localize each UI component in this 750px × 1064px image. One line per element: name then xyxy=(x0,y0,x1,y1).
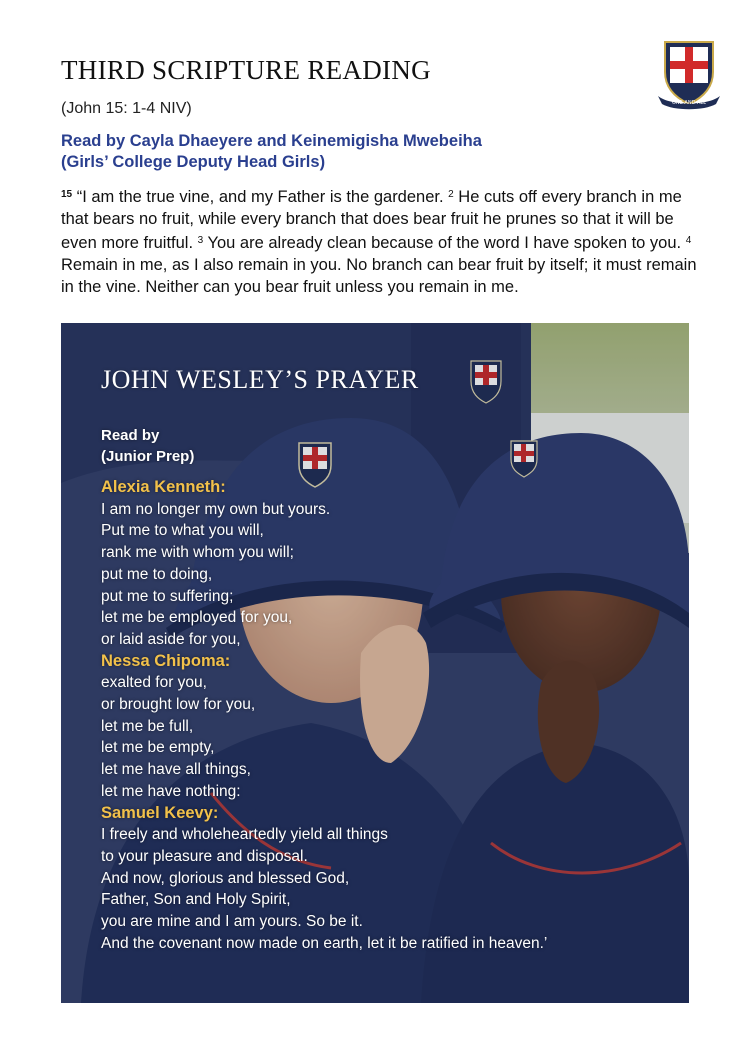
prayer-line: let me be full, xyxy=(101,717,194,735)
reader-role: (Girls’ College Deputy Head Girls) xyxy=(61,153,326,171)
prayer-line: Father, Son and Holy Spirit, xyxy=(101,891,291,909)
verse-number-2: 2 xyxy=(448,189,454,200)
reader-credit xyxy=(61,131,482,173)
scripture-reference: (John 15: 1-4 NIV) xyxy=(61,100,192,117)
prayer-line: put me to suffering; xyxy=(101,587,234,605)
speaker-1: Alexia Kenneth: xyxy=(101,478,226,496)
prayer-line: And now, glorious and blessed God, xyxy=(101,869,350,887)
verse-3: You are already clean because of the word I have spoken to you. xyxy=(203,234,686,252)
prayer-line: I freely and wholeheartedly yield all things xyxy=(101,826,388,844)
reader-names: Read by Cayla Dhaeyere and Keinemigisha Mwebeiha xyxy=(61,132,482,150)
verse-4: Remain in me, as I also remain in you. No branch can bear fruit by itself; it must remain in the vine. Neither can you bear fruit unless you remain in me. xyxy=(61,256,697,296)
prayer-text-overlay xyxy=(61,323,689,1003)
prayer-line: Put me to what you will, xyxy=(101,522,264,540)
prayer-line: to your pleasure and disposal. xyxy=(101,847,308,865)
verse-number-15: 15 xyxy=(61,189,73,200)
prayer-lines xyxy=(101,477,547,954)
prayer-line: or laid aside for you, xyxy=(101,630,241,648)
prayer-line: let me have all things, xyxy=(101,761,251,779)
speaker-2: Nessa Chipoma: xyxy=(101,651,231,670)
crest-motto: ONE AND ALL xyxy=(671,100,707,106)
prayer-line: put me to doing, xyxy=(101,565,213,583)
verse-2: He cuts off every branch in me that bears no fruit, while every branch that does bear fruit he prunes so that it will be even more fruitful. xyxy=(61,188,682,252)
prayer-line: And the covenant now made on earth, let it be ratified in heaven.’ xyxy=(101,934,548,952)
speaker-3: Samuel Keevy: xyxy=(101,803,219,822)
prayer-line: I am no longer my own but yours. xyxy=(101,500,331,518)
prayer-line: rank me with whom you will; xyxy=(101,544,294,562)
read-by-label: Read by xyxy=(101,427,160,444)
prayer-line: let me be employed for you, xyxy=(101,609,293,627)
page-title: THIRD SCRIPTURE READING xyxy=(61,55,431,85)
prayer-line: let me have nothing: xyxy=(101,782,241,800)
prayer-line: or brought low for you, xyxy=(101,696,256,714)
school-crest-icon xyxy=(656,38,722,110)
prayer-line: you are mine and I am yours. So be it. xyxy=(101,913,363,931)
scripture-text xyxy=(61,184,701,298)
prayer-line: exalted for you, xyxy=(101,674,207,692)
prayer-reader-credit xyxy=(101,425,194,467)
verse-number-4: 4 xyxy=(685,235,692,246)
prayer-line: let me be empty, xyxy=(101,739,215,757)
prayer-title: JOHN WESLEY’S PRAYER xyxy=(101,365,419,394)
read-by-group: (Junior Prep) xyxy=(101,448,195,465)
prayer-photo-panel xyxy=(61,323,689,1003)
verse-15: “I am the true vine, and my Father is the gardener. xyxy=(72,188,449,206)
verse-number-3: 3 xyxy=(197,235,204,246)
